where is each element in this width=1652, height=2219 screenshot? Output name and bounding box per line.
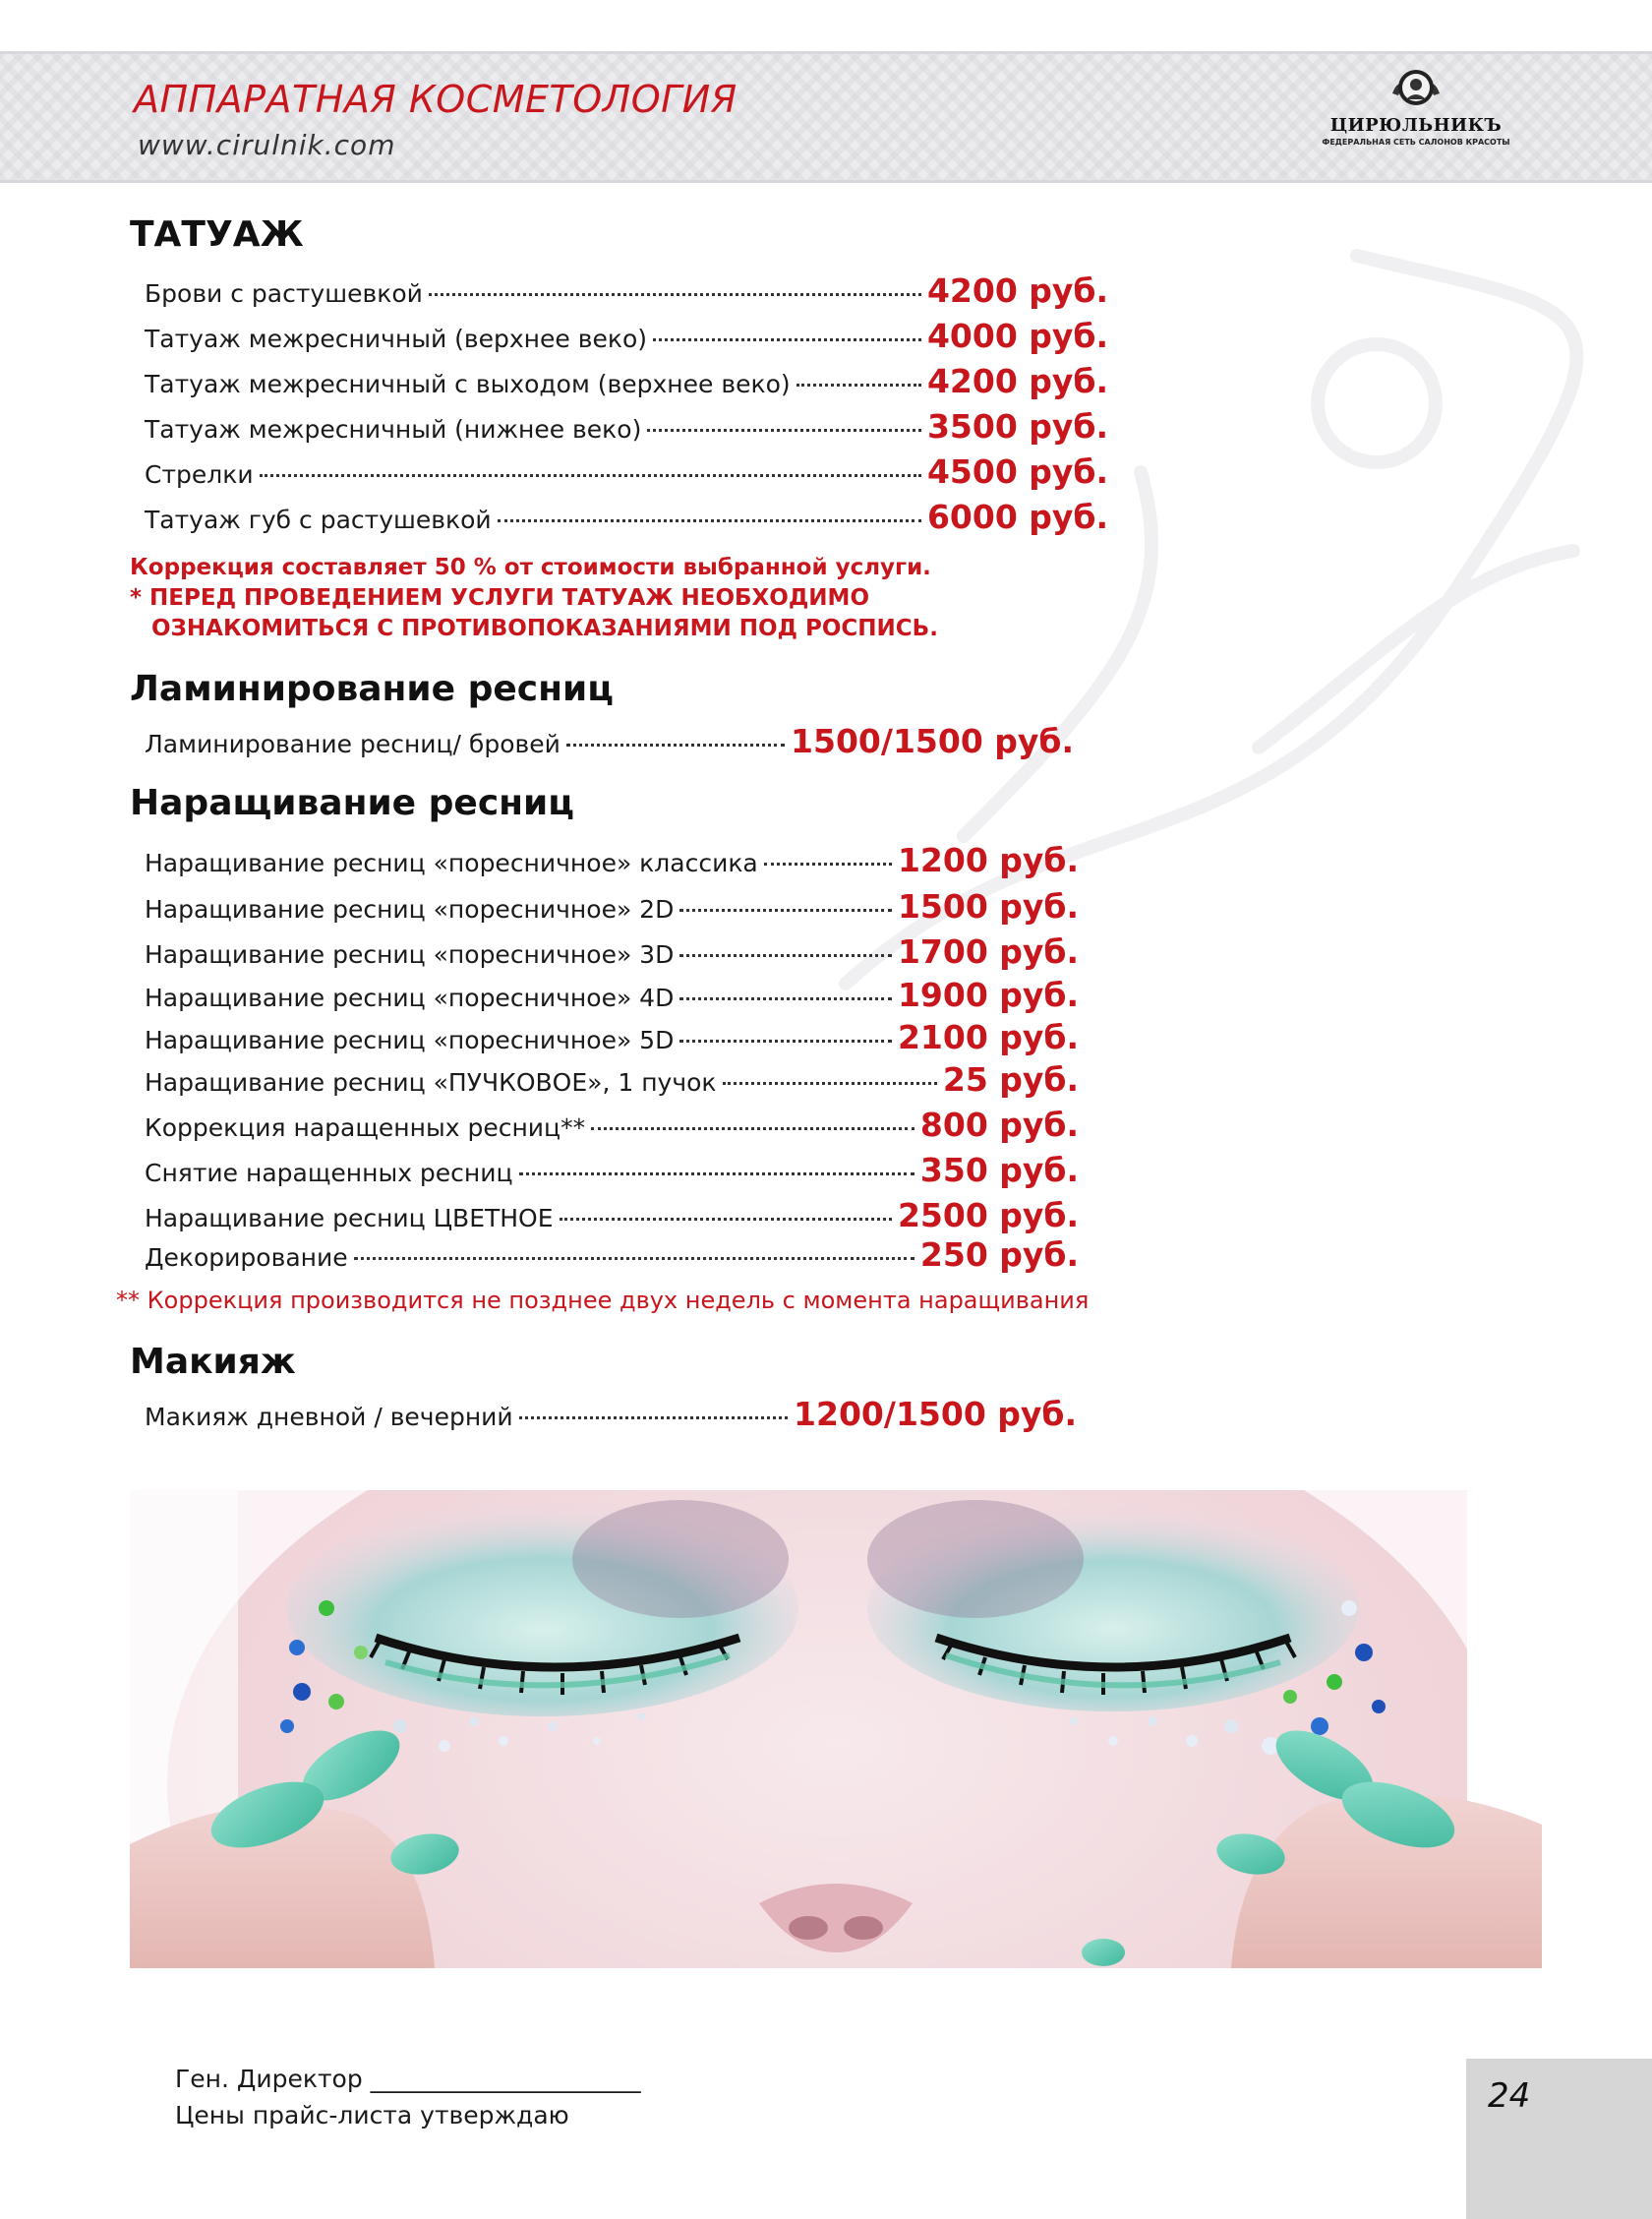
leader-dots bbox=[260, 474, 921, 477]
leader-dots bbox=[429, 293, 921, 296]
service-price: 25 руб. bbox=[942, 1060, 1079, 1099]
face-illustration bbox=[130, 1490, 1542, 1968]
leader-dots bbox=[591, 1127, 914, 1130]
leader-dots bbox=[764, 863, 892, 866]
price-row bbox=[145, 841, 1079, 884]
logo-name: ЦИРЮЛЬНИКЪ bbox=[1329, 115, 1503, 136]
approval-text: Цены прайс-листа утверждаю bbox=[175, 2101, 569, 2129]
service-name: Татуаж губ с растушевкой bbox=[145, 506, 492, 534]
service-name: Наращивание ресниц «поресничное» 5D bbox=[145, 1026, 675, 1054]
service-price: 2100 руб. bbox=[897, 1018, 1079, 1056]
service-price: 1500 руб. bbox=[897, 887, 1079, 926]
service-name: Наращивание ресниц «ПУЧКОВОЕ», 1 пучок bbox=[145, 1068, 717, 1097]
service-name: Стрелки bbox=[145, 460, 254, 489]
service-price: 4500 руб. bbox=[926, 452, 1108, 491]
director-signature-line: Ген. Директор ______________________ bbox=[175, 2065, 641, 2093]
leader-dots bbox=[679, 954, 892, 957]
header-url: www.cirulnik.com bbox=[138, 129, 396, 161]
price-row bbox=[145, 976, 1079, 1019]
extension-correction-note: ** Коррекция производится не позднее двух недель с момента наращивания bbox=[116, 1287, 1090, 1314]
service-name: Татуаж межресничный (верхнее веко) bbox=[145, 325, 647, 353]
leader-dots bbox=[498, 519, 921, 522]
price-row bbox=[145, 1106, 1079, 1149]
section-title-extension: Наращивание ресниц bbox=[130, 783, 574, 823]
service-name: Снятие наращенных ресниц bbox=[145, 1159, 513, 1187]
price-row bbox=[145, 317, 1108, 360]
service-price: 1200/1500 руб. bbox=[794, 1395, 1077, 1433]
service-name: Наращивание ресниц ЦВЕТНОЕ bbox=[145, 1204, 554, 1232]
service-name: Наращивание ресниц «поресничное» 3D bbox=[145, 940, 675, 969]
service-name: Татуаж межресничный (нижнее веко) bbox=[145, 415, 642, 444]
barber-emblem-icon bbox=[1388, 64, 1444, 113]
section-title-lamination: Ламинирование ресниц bbox=[130, 669, 614, 709]
service-price: 1900 руб. bbox=[897, 976, 1079, 1014]
service-price: 800 руб. bbox=[919, 1106, 1079, 1144]
price-row bbox=[145, 452, 1108, 496]
brand-logo bbox=[1318, 64, 1514, 172]
service-name: Наращивание ресниц «пoресничное» классика bbox=[145, 849, 758, 877]
price-row bbox=[145, 407, 1108, 450]
price-row bbox=[145, 498, 1108, 541]
leader-dots bbox=[796, 384, 921, 387]
leader-dots bbox=[354, 1257, 914, 1260]
leader-dots bbox=[560, 1218, 892, 1221]
price-row bbox=[145, 271, 1108, 315]
leader-dots bbox=[679, 909, 892, 912]
leader-dots bbox=[566, 744, 785, 747]
service-price: 1500/1500 руб. bbox=[791, 722, 1074, 760]
logo-subtitle: ФЕДЕРАЛЬНАЯ СЕТЬ САЛОНОВ КРАСОТЫ bbox=[1322, 138, 1510, 147]
leader-dots bbox=[679, 1040, 892, 1043]
leader-dots bbox=[519, 1416, 788, 1419]
price-row bbox=[145, 1060, 1079, 1104]
leader-dots bbox=[723, 1082, 937, 1085]
tattoo-correction-note: Коррекция составляет 50 % от стоимости выбранной услуги. bbox=[130, 555, 931, 580]
section-title-tattoo: ТАТУАЖ bbox=[130, 214, 304, 255]
service-price: 1200 руб. bbox=[897, 841, 1079, 879]
tattoo-warning-line1: * ПЕРЕД ПРОВЕДЕНИЕМ УСЛУГИ ТАТУАЖ НЕОБХОДИМО bbox=[130, 585, 869, 611]
price-row bbox=[145, 932, 1079, 976]
service-price: 2500 руб. bbox=[897, 1196, 1079, 1234]
header-title: АППАРАТНАЯ КОСМЕТОЛОГИЯ bbox=[134, 78, 738, 121]
price-row bbox=[145, 1196, 1079, 1239]
price-row bbox=[145, 887, 1079, 930]
service-price: 6000 руб. bbox=[926, 498, 1108, 536]
price-row bbox=[145, 1235, 1079, 1279]
service-name: Коррекция наращенных ресниц** bbox=[145, 1113, 586, 1142]
service-price: 1700 руб. bbox=[897, 932, 1079, 971]
page-number: 24 bbox=[1488, 2076, 1531, 2116]
header-band bbox=[0, 51, 1652, 183]
service-price: 250 руб. bbox=[919, 1235, 1079, 1274]
leader-dots bbox=[653, 338, 921, 341]
service-name: Макияж дневной / вечерний bbox=[145, 1403, 513, 1431]
price-row bbox=[145, 1018, 1079, 1061]
makeup-photo bbox=[130, 1490, 1542, 1968]
service-name: Наращивание ресниц «поресничное» 2D bbox=[145, 895, 675, 924]
price-row bbox=[145, 722, 1074, 765]
service-name: Брови с растушевкой bbox=[145, 279, 423, 308]
service-price: 4200 руб. bbox=[926, 271, 1108, 310]
leader-dots bbox=[679, 997, 892, 1000]
service-price: 4200 руб. bbox=[926, 362, 1108, 400]
service-name: Татуаж межресничный с выходом (верхнее веко) bbox=[145, 370, 791, 398]
price-row bbox=[145, 1395, 1077, 1438]
leader-dots bbox=[519, 1172, 914, 1175]
price-row bbox=[145, 1151, 1079, 1194]
service-price: 350 руб. bbox=[919, 1151, 1079, 1189]
service-name: Наращивание ресниц «поресничное» 4D bbox=[145, 984, 675, 1012]
service-name: Ламинирование ресниц/ бровей bbox=[145, 730, 560, 758]
section-title-makeup: Макияж bbox=[130, 1342, 296, 1382]
service-price: 4000 руб. bbox=[926, 317, 1108, 355]
page-number-box bbox=[1466, 2059, 1652, 2219]
service-name: Декорирование bbox=[145, 1243, 348, 1272]
price-row bbox=[145, 362, 1108, 405]
tattoo-warning-line2: ОЗНАКОМИТЬСЯ С ПРОТИВОПОКАЗАНИЯМИ ПОД РОСПИСЬ. bbox=[151, 616, 938, 641]
service-price: 3500 руб. bbox=[926, 407, 1108, 446]
leader-dots bbox=[647, 429, 921, 432]
